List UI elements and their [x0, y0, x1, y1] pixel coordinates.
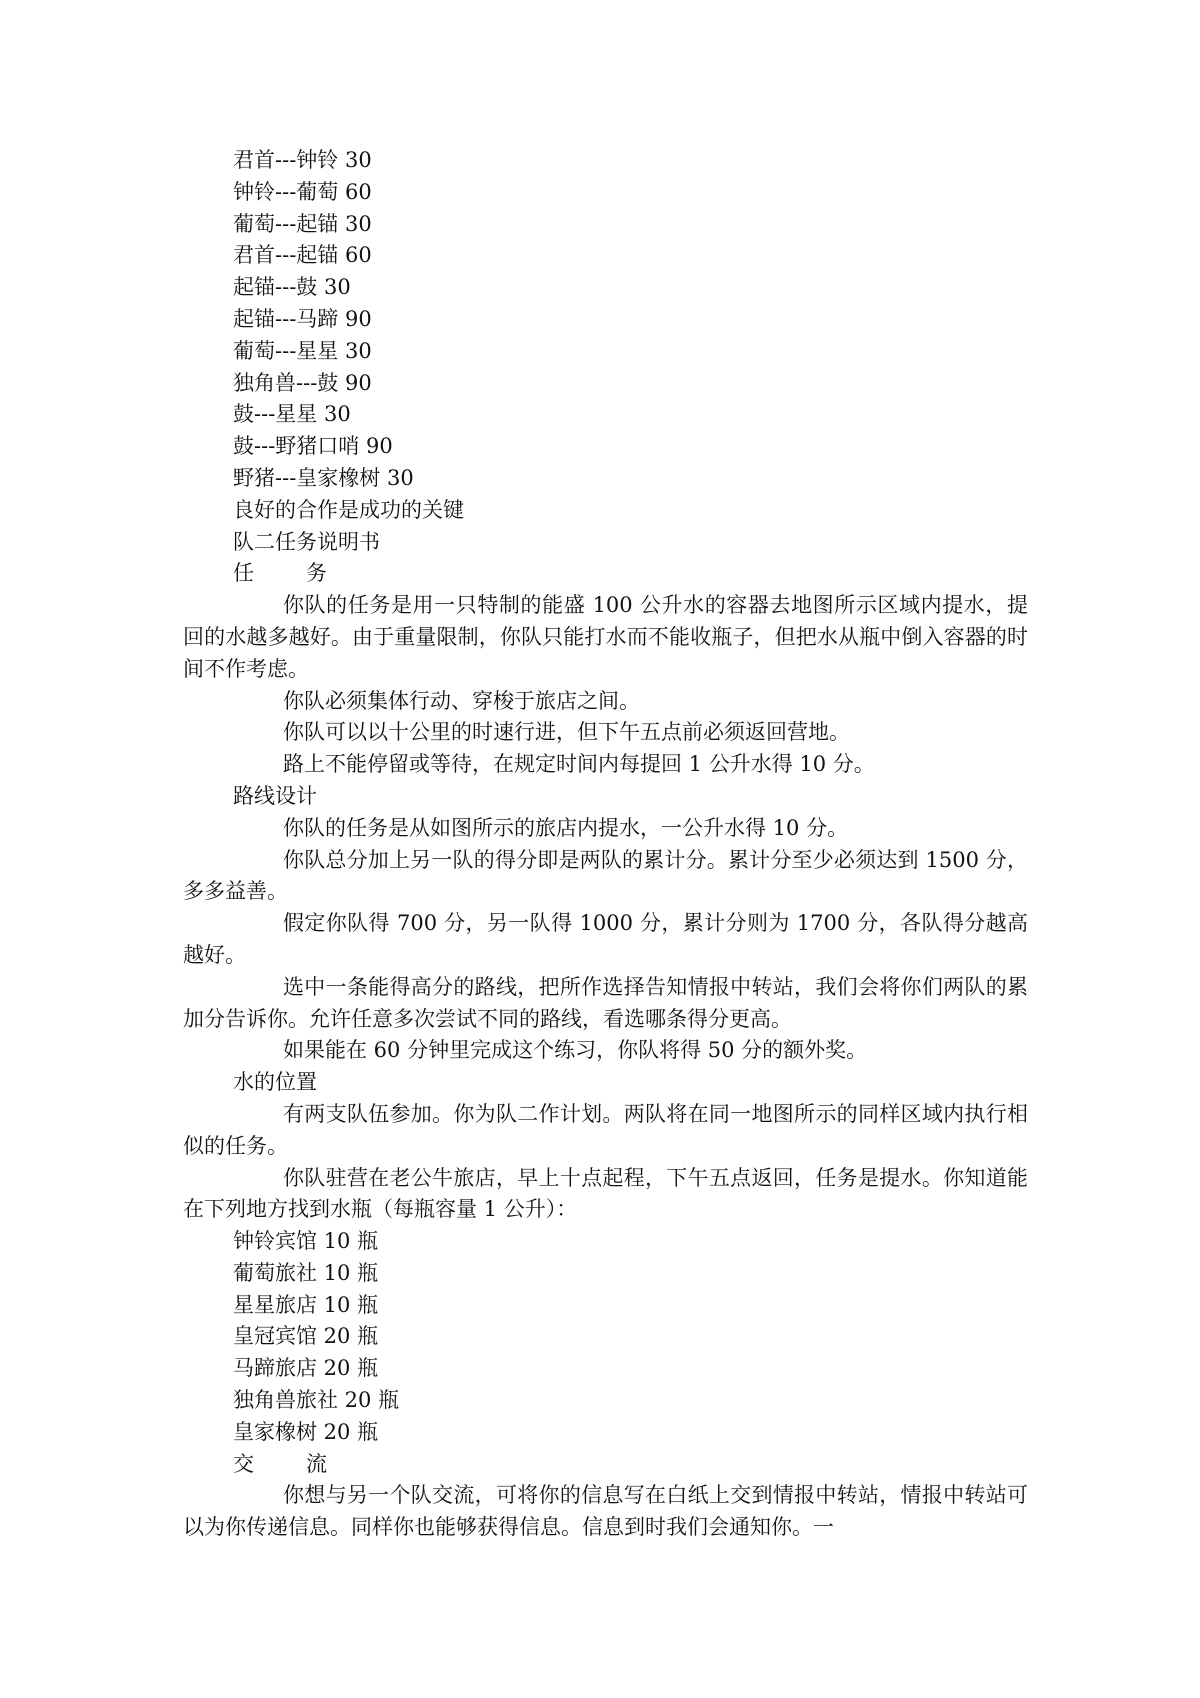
route-line: 钟铃---葡萄 60 — [233, 179, 372, 204]
water-location: 葡萄旅社 10 瓶 — [233, 1260, 379, 1285]
route-line: 独角兽---鼓 90 — [233, 370, 372, 395]
route-line: 葡萄---星星 30 — [233, 338, 372, 363]
route-line: 葡萄---起锚 30 — [233, 211, 372, 236]
heading-char: 任 — [233, 561, 254, 586]
route-line: 鼓---野猪口哨 90 — [233, 434, 393, 459]
task-paragraph: 你队必须集体行动、穿梭于旅店之间。 — [283, 688, 640, 713]
heading-char: 务 — [306, 561, 327, 586]
document-body — [183, 145, 1028, 1544]
document-title: 队二任务说明书 — [233, 529, 380, 554]
route-line: 君首---起锚 60 — [233, 243, 372, 268]
heading-char: 流 — [306, 1451, 327, 1476]
route-line: 起锚---鼓 30 — [233, 275, 351, 300]
route-line: 野猪---皇家橡树 30 — [233, 465, 414, 490]
route-line: 起锚---马蹄 90 — [233, 306, 372, 331]
route-line: 君首---钟铃 30 — [233, 148, 372, 172]
route-paragraph: 你队总分加上另一队的得分即是两队的累计分。累计分至少必须达到 1500 分，多多益善。 — [183, 847, 1028, 904]
water-paragraph: 你队驻营在老公牛旅店，早上十点起程，下午五点返回，任务是提水。你知道能在下列地方找到水瓶（每瓶容量 1 公升）： — [183, 1165, 1028, 1222]
water-location-list — [183, 1226, 1028, 1449]
route-list — [183, 145, 1028, 495]
water-location: 独角兽旅社 20 瓶 — [233, 1388, 400, 1413]
task-paragraph: 路上不能停留或等待，在规定时间内每提回 1 公升水得 10 分。 — [283, 752, 875, 777]
section-heading-comm — [183, 1449, 1028, 1481]
route-line: 鼓---星星 30 — [233, 402, 351, 427]
water-location: 皇冠宾馆 20 瓶 — [233, 1324, 379, 1349]
water-location: 钟铃宾馆 10 瓶 — [233, 1229, 379, 1254]
task-paragraph: 你队可以以十公里的时速行进，但下午五点前必须返回营地。 — [283, 720, 850, 745]
slogan: 良好的合作是成功的关键 — [233, 497, 464, 522]
route-paragraph: 假定你队得 700 分，另一队得 1000 分，累计分则为 1700 分，各队得分越高越好。 — [183, 911, 1028, 967]
section-heading-task — [183, 558, 1028, 590]
comm-paragraph: 你想与另一个队交流，可将你的信息写在白纸上交到情报中转站，情报中转站可以为你传递信息。同样你也能够获得信息。信息到时我们会通知你。一 — [183, 1483, 1028, 1540]
water-location: 星星旅店 10 瓶 — [233, 1292, 379, 1317]
route-paragraph: 选中一条能得高分的路线，把所作选择告知情报中转站，我们会将你们两队的累加分告诉你。允许任意多次尝试不同的路线，看选哪条得分更高。 — [183, 974, 1028, 1031]
section-heading-route: 路线设计 — [233, 783, 317, 808]
route-paragraph: 你队的任务是从如图所示的旅店内提水，一公升水得 10 分。 — [283, 815, 849, 840]
section-heading-water: 水的位置 — [233, 1070, 317, 1095]
heading-char: 交 — [233, 1451, 254, 1476]
water-paragraph: 有两支队伍参加。你为队二作计划。两队将在同一地图所示的同样区域内执行相似的任务。 — [183, 1101, 1028, 1158]
water-location: 马蹄旅店 20 瓶 — [233, 1356, 379, 1381]
task-paragraph: 你队的任务是用一只特制的能盛 100 公升水的容器去地图所示区域内提水，提回的水越多越好。由于重量限制，你队只能打水而不能收瓶子，但把水从瓶中倒入容器的时间不作考虑。 — [183, 593, 1028, 681]
water-location: 皇家橡树 20 瓶 — [233, 1419, 379, 1444]
route-paragraph: 如果能在 60 分钟里完成这个练习，你队将得 50 分的额外奖。 — [283, 1038, 868, 1063]
